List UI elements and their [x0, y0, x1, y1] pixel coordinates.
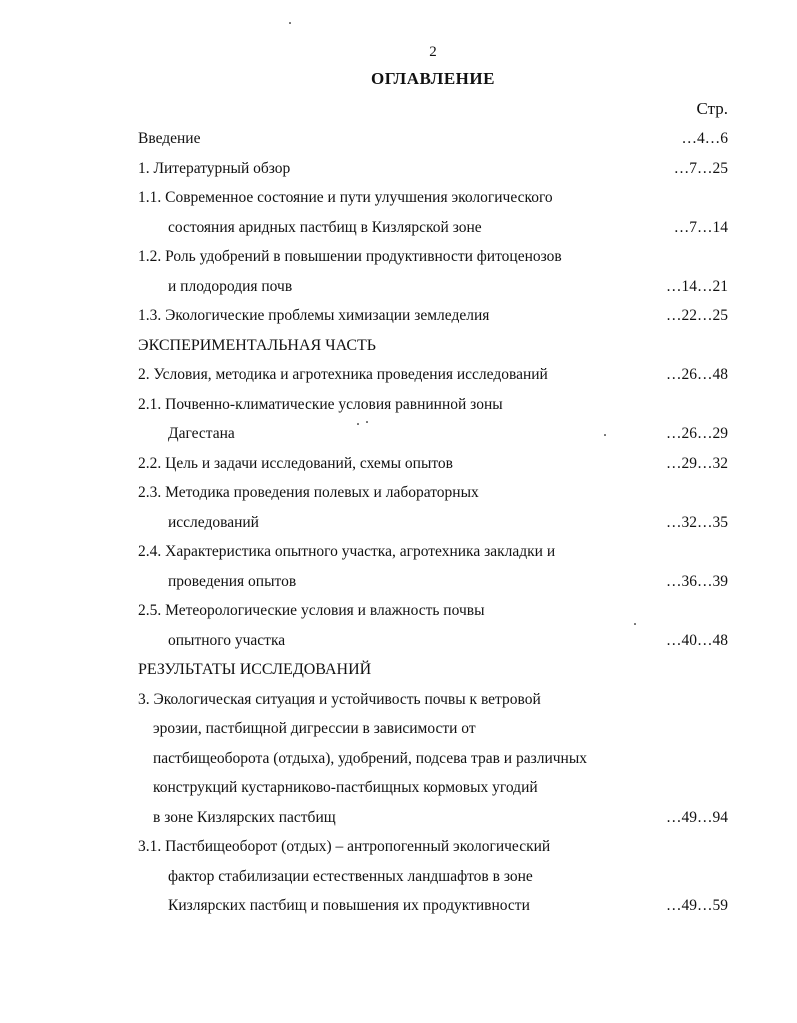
toc-entry: [138, 567, 728, 597]
toc-entry-title: 3.1. Пастбищеоборот (отдых) – антропогенный экологический: [138, 838, 551, 855]
toc-entry-title: 2. Условия, методика и агротехника проведения исследований: [138, 366, 548, 383]
toc-entry: [138, 154, 728, 184]
toc-entry-title: и плодородия почв: [168, 277, 293, 295]
toc-entry-pages: …26…48: [666, 366, 728, 383]
scan-speck: [289, 22, 291, 24]
toc-entry-title: опытного участка: [168, 631, 286, 649]
toc-entry: [138, 301, 728, 331]
toc-entry-pages: …7…25: [673, 159, 728, 177]
toc-entry: [138, 478, 728, 508]
toc-entry: [138, 803, 728, 833]
toc-entry: [138, 626, 728, 656]
toc-entry-title: эрозии, пастбищной дигрессии в зависимости от: [153, 720, 476, 737]
scan-speck: [604, 434, 606, 436]
toc-entry-title: 1.2. Роль удобрений в повышении продуктивности фитоценозов: [138, 248, 562, 265]
toc-entry: [138, 419, 728, 449]
toc-entry-title: Кизлярских пастбищ и повышения их продуктивности: [168, 897, 530, 914]
page-column-label: Стр.: [696, 99, 728, 118]
toc-entry: [138, 272, 728, 302]
toc-entry: [138, 183, 728, 213]
toc-entry-pages: …29…32: [666, 454, 728, 472]
toc-entry-title: 1. Литературный обзор: [138, 159, 291, 177]
toc-entry-title: 2.4. Характеристика опытного участка, агротехника закладки и: [138, 543, 556, 560]
toc-entry-title: проведения опытов: [168, 572, 297, 590]
toc-entry-title: состояния аридных пастбищ в Кизлярской зоне: [168, 218, 482, 236]
toc-entry: [138, 714, 728, 744]
page-number: 2: [429, 44, 437, 60]
toc-entry: [138, 242, 728, 272]
toc-entry-pages: …36…39: [666, 572, 728, 590]
scan-speck: [357, 423, 359, 425]
toc-entry: [138, 596, 728, 626]
toc-entry-title: РЕЗУЛЬТАТЫ ИССЛЕДОВАНИЙ: [138, 661, 372, 678]
toc-entry-title: 1.3. Экологические проблемы химизации земледелия: [138, 307, 490, 324]
toc-entry: [138, 685, 728, 715]
toc-entry: [138, 537, 728, 567]
toc-entry-title: исследований: [168, 513, 259, 531]
toc-entry-title: 2.2. Цель и задачи исследований, схемы опытов: [138, 454, 454, 472]
table-of-contents: [138, 124, 728, 921]
page-title: ОГЛАВЛЕНИЕ: [371, 69, 495, 88]
toc-section-heading: [138, 655, 728, 685]
scan-speck: [366, 421, 368, 423]
toc-entry: [138, 449, 728, 479]
toc-entry-title: пастбищеоборота (отдыха), удобрений, подсева трав и различных: [153, 749, 587, 767]
toc-entry: [138, 891, 728, 921]
toc-entry-title: Введение: [138, 130, 201, 147]
toc-entry-pages: …49…59: [666, 897, 728, 914]
toc-entry-title: конструкций кустарниково-пастбищных кормовых угодий: [153, 779, 538, 796]
toc-entry-title: 2.1. Почвенно-климатические условия равнинной зоны: [138, 395, 503, 413]
toc-entry-pages: …14…21: [666, 277, 728, 295]
toc-entry-title: 3. Экологическая ситуация и устойчивость почвы к ветровой: [138, 690, 541, 708]
toc-entry-title: 1.1. Современное состояние и пути улучшения экологического: [138, 189, 553, 206]
toc-entry: [138, 124, 728, 154]
toc-entry-title: Дагестана: [168, 425, 235, 442]
toc-entry-title: 2.3. Методика проведения полевых и лабораторных: [138, 484, 479, 501]
toc-entry: [138, 213, 728, 243]
toc-entry-pages: …32…35: [666, 513, 728, 531]
toc-section-heading: [138, 331, 728, 361]
toc-entry: [138, 508, 728, 538]
toc-entry-pages: …40…48: [666, 631, 728, 649]
toc-entry: [138, 744, 728, 774]
toc-entry-title: фактор стабилизации естественных ландшафтов в зоне: [168, 867, 533, 885]
toc-entry-pages: …49…94: [666, 808, 728, 826]
toc-entry: [138, 832, 728, 862]
toc-entry: [138, 862, 728, 892]
toc-entry: [138, 773, 728, 803]
scan-speck: [634, 623, 636, 625]
toc-entry: [138, 360, 728, 390]
toc-entry-pages: …22…25: [666, 307, 728, 324]
toc-entry-pages: …26…29: [666, 425, 728, 442]
toc-entry-pages: …7…14: [673, 218, 728, 236]
toc-entry-pages: …4…6: [681, 130, 728, 147]
toc-entry-title: ЭКСПЕРИМЕНТАЛЬНАЯ ЧАСТЬ: [138, 336, 376, 354]
toc-entry-title: 2.5. Метеорологические условия и влажность почвы: [138, 602, 485, 619]
toc-entry-title: в зоне Кизлярских пастбищ: [153, 808, 336, 826]
toc-entry: [138, 390, 728, 420]
